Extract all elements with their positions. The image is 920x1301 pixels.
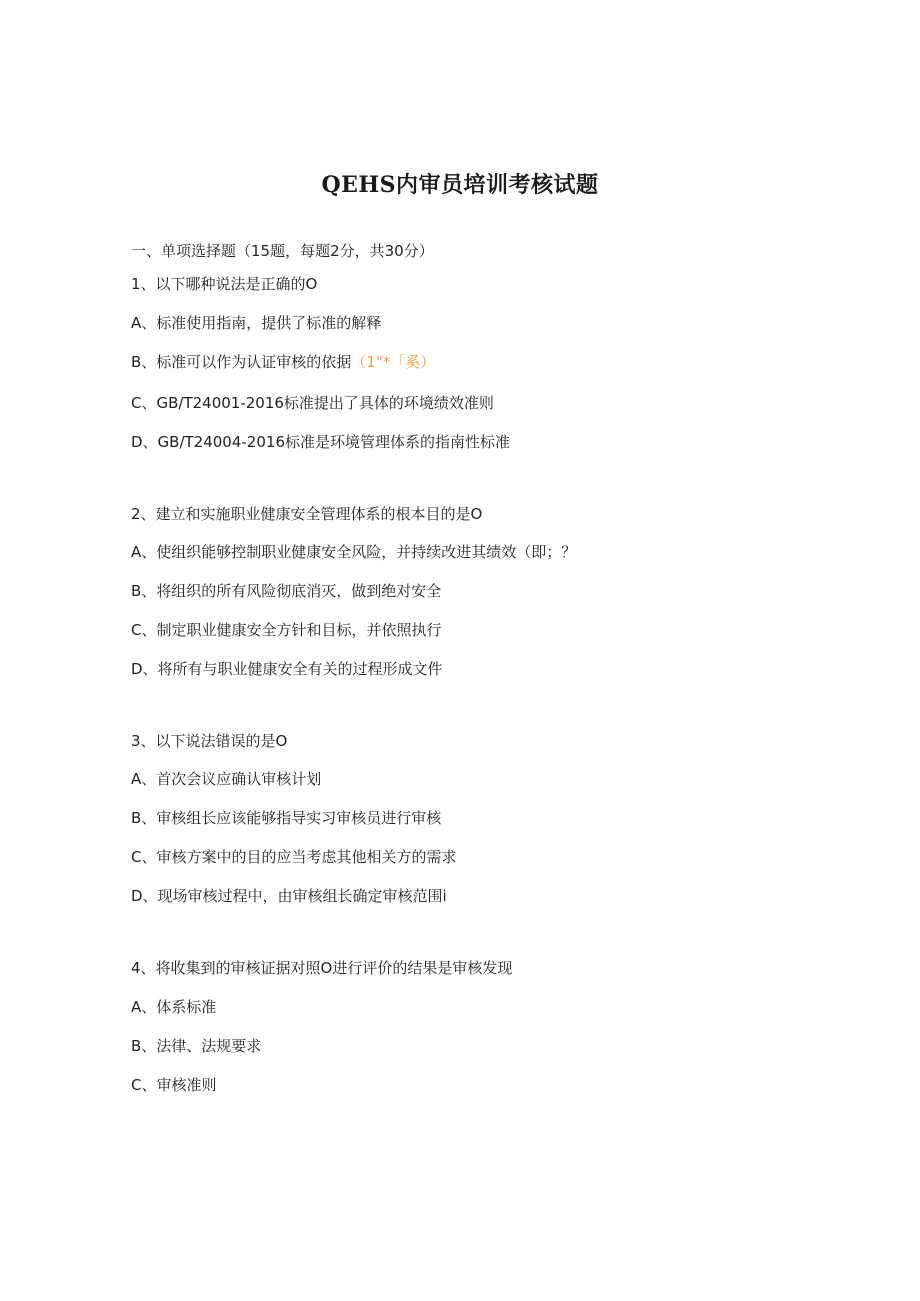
question-3-stem: 3、以下说法错误的是O bbox=[131, 732, 288, 750]
question-4-option-a: A、体系标准 bbox=[131, 998, 217, 1016]
question-1-option-d: D、GB/T24004-2016标准是环境管理体系的指南性标准 bbox=[131, 433, 510, 451]
option-text: B、标准可以作为认证审核的依据 bbox=[131, 353, 352, 371]
question-2-option-a: A、使组织能够控制职业健康安全风险，并持续改进其绩效（即；？ bbox=[131, 543, 577, 561]
question-1-option-b bbox=[131, 352, 435, 372]
question-1-stem: 1、以下哪种说法是正确的O bbox=[131, 275, 318, 293]
question-1-option-c: C、GB/T24001-2016标准提出了具体的环境绩效准则 bbox=[131, 394, 494, 412]
question-3-option-a: A、首次会议应确认审核计划 bbox=[131, 770, 322, 788]
section-heading: 一、单项选择题（15题，每题2分，共30分） bbox=[131, 242, 434, 260]
question-3-option-d: D、现场审核过程中，由审核组长确定审核范围i bbox=[131, 887, 447, 905]
question-2-option-d: D、将所有与职业健康安全有关的过程形成文件 bbox=[131, 660, 443, 678]
question-1-option-a: A、标准使用指南，提供了标准的解释 bbox=[131, 314, 382, 332]
question-4-stem: 4、将收集到的审核证据对照O进行评价的结果是审核发现 bbox=[131, 959, 513, 977]
document-title: QEHS内审员培训考核试题 bbox=[321, 172, 599, 198]
question-4-option-c: C、审核准则 bbox=[131, 1076, 217, 1094]
question-2-option-c: C、制定职业健康安全方针和目标，并依照执行 bbox=[131, 621, 442, 639]
option-hint: （1"*「奚） bbox=[351, 353, 436, 371]
question-2-stem: 2、建立和实施职业健康安全管理体系的根本目的是O bbox=[131, 505, 483, 523]
question-3-option-b: B、审核组长应该能够指导实习审核员进行审核 bbox=[131, 809, 442, 827]
question-4-option-b: B、法律、法规要求 bbox=[131, 1037, 262, 1055]
question-3-option-c: C、审核方案中的目的应当考虑其他相关方的需求 bbox=[131, 848, 457, 866]
question-2-option-b: B、将组织的所有风险彻底消灭，做到绝对安全 bbox=[131, 582, 442, 600]
